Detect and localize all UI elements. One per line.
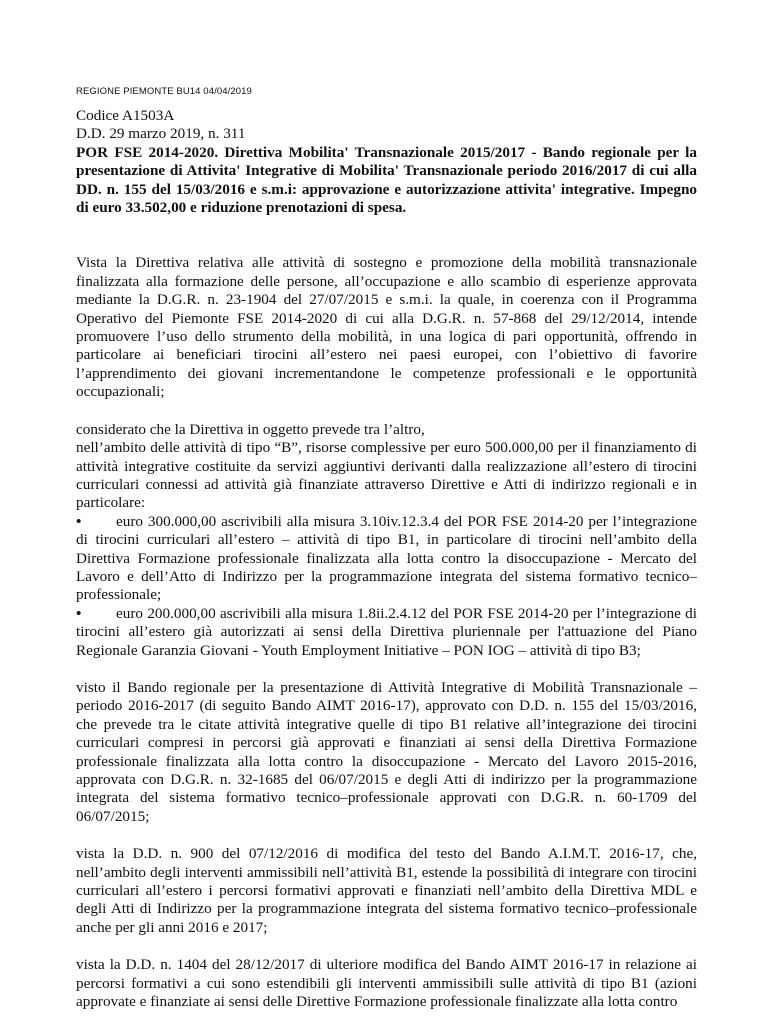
document-body	[76, 107, 697, 1011]
paragraph-considerato-body: nell’ambito delle attività di tipo “B”, risorse complessive per euro 500.000,00 per il finanziamento di attività integrative costituite da servizi aggiuntivi derivanti dalla realizzazione all’estero di tirocini curriculari connessi ad attività già finanziate attraverso Direttive e Atti di indirizzo regionali e in particolare:	[76, 439, 697, 512]
decree-date-number: D.D. 29 marzo 2019, n. 311	[76, 125, 246, 143]
paragraph-vista-dd-900: vista la D.D. n. 900 del 07/12/2016 di modifica del testo del Bando A.I.M.T. 2016-17, che, nell’ambito degli interventi ammissibili nell’attività B1, estende la possibilità di integrare con tirocini curriculari all’estero i percorsi formativi approvati e finanziati nell’ambito della Direttiva MDL e degli Atti di Indirizzo per la programmazione integrata del sistema formativo tecnico–professionale anche per gli anni 2016 e 2017;	[76, 845, 697, 936]
bullet-item-2	[76, 605, 697, 660]
document-code: Codice A1503A	[76, 107, 175, 124]
bulletin-header: REGIONE PIEMONTE BU14 04/04/2019	[76, 86, 252, 97]
bullet-icon: •	[76, 512, 82, 530]
bullet-item-2-text: euro 200.000,00 ascrivibili alla misura 1.8ii.2.4.12 del POR FSE 2014-20 per l’integrazione di tirocini all’estero già autorizzati ai sensi della Direttiva pluriennale per l'attuazione del Piano Regionale Garanzia Giovani - Youth Employment Initiative – PON IOG – attività di tipo B3;	[76, 604, 697, 659]
bullet-item-1-text: euro 300.000,00 ascrivibili alla misura 3.10iv.12.3.4 del POR FSE 2014-20 per l’integrazione di tirocini curriculari all’estero – attività di tipo B1, in particolare di tirocini nell’ambito della Direttiva Formazione professionale finalizzata alla lotta contro la disoccupazione - Mercato del Lavoro e dell’Atto di Indirizzo per la programmazione integrata del sistema formativo tecnico–professionale;	[76, 512, 697, 604]
paragraph-vista-dd-1404: vista la D.D. n. 1404 del 28/12/2017 di ulteriore modifica del Bando AIMT 2016-17 in relazione ai percorsi formativi a cui sono estendibili gli interventi ammissibili sulle attività di tipo B1 (azioni approvate e finanziate ai sensi delle Direttive Formazione professionale finalizzate alla lotta contro	[76, 956, 697, 1011]
document-title: POR FSE 2014-2020. Direttiva Mobilita' Transnazionale 2015/2017 - Bando regionale per la presentazione di Attivita' Integrative di Mobilita' Transnazionale periodo 2016/2017 di cui alla DD. n. 155 del 15/03/2016 e s.m.i: approvazione e autorizzazione attivita' integrative. Impegno di euro 33.502,00 e riduzione prenotazioni di spesa.	[76, 143, 697, 217]
bullet-icon: •	[76, 604, 82, 622]
paragraph-considerato-intro: considerato che la Direttiva in oggetto prevede tra l’altro,	[76, 420, 425, 438]
bullet-item-1	[76, 513, 697, 605]
paragraph-visto-bando: visto il Bando regionale per la presentazione di Attività Integrative di Mobilità Transnazionale – periodo 2016-2017 (di seguito Bando AIMT 2016-17), approvato con D.D. n. 155 del 15/03/2016, che prevede tra le citate attività integrative quelle di tipo B1 relative all’integrazione dei tirocini curriculari compresi in percorsi già approvati e finanziati ai sensi della Direttiva Formazione professionale finalizzata alla lotta contro la disoccupazione - Mercato del Lavoro 2015-2016, approvata con D.G.R. n. 32-1685 del 06/07/2015 e degli Atti di indirizzo per la programmazione integrata del sistema formativo tecnico–professionale approvati con D.G.R. n. 60-1709 del 06/07/2015;	[76, 678, 697, 825]
paragraph-vista-direttiva: Vista la Direttiva relativa alle attività di sostegno e promozione della mobilità transnazionale finalizzata alla formazione delle persone, all’occupazione e allo scambio di esperienze approvata mediante la D.G.R. n. 23-1904 del 27/07/2015 e s.m.i. la quale, in coerenza con il Programma Operativo del Piemonte FSE 2014-2020 di cui alla D.G.R. n. 57-868 del 29/12/2014, intende promuovere l’uso dello strumento della mobilità, in una logica di pari opportunità, offrendo in particolare ai beneficiari tirocini all’estero nei paesi europei, con l’obiettivo di favorire l’apprendimento dei giovani incrementandone le competenze professionali e le opportunità occupazionali;	[76, 254, 697, 401]
